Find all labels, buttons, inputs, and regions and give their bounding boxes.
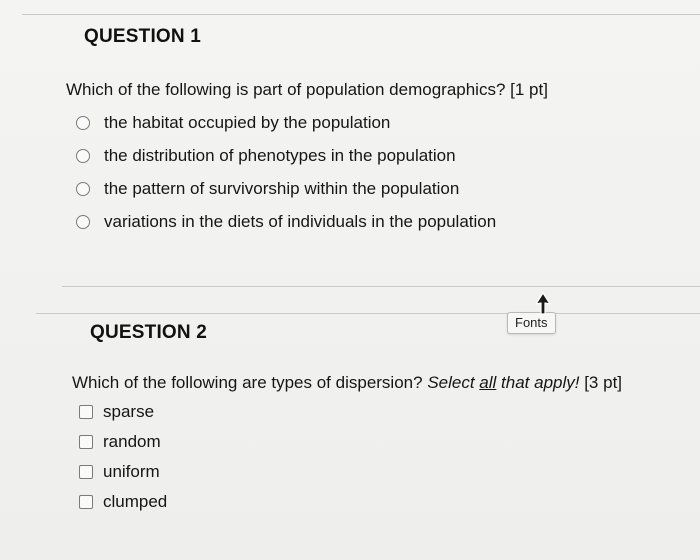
question-2-top-divider: [36, 313, 700, 314]
question-2-prompt-italic-2: that apply!: [496, 373, 580, 392]
question-2-prompt-underlined: all: [479, 373, 497, 392]
q1-option-4[interactable]: [76, 212, 496, 232]
q1-option-3-label[interactable]: the pattern of survivorship within the population: [104, 179, 460, 198]
question-1-prompt: Which of the following is part of population demographics? [1 pt]: [66, 80, 548, 99]
q2-option-3[interactable]: [79, 462, 160, 482]
q1-option-4-radio[interactable]: [76, 215, 90, 229]
question-2-title: QUESTION 2: [90, 322, 208, 343]
question-1-bottom-divider: [62, 286, 700, 287]
q2-option-4-label[interactable]: clumped: [103, 492, 168, 511]
fonts-tooltip: Fonts: [507, 312, 556, 334]
question-2-prompt-end: [3 pt]: [579, 373, 623, 392]
question-2-prompt-emphasis: [427, 373, 579, 392]
q2-option-1[interactable]: [79, 402, 154, 422]
q1-option-3-radio[interactable]: [76, 182, 90, 196]
q1-option-2-label[interactable]: the distribution of phenotypes in the population: [104, 146, 456, 165]
q1-option-1-label[interactable]: the habitat occupied by the population: [104, 113, 391, 132]
q2-option-2-label[interactable]: random: [103, 432, 161, 451]
q2-option-1-checkbox[interactable]: [79, 405, 93, 419]
q1-option-2-radio[interactable]: [76, 149, 90, 163]
q2-option-1-label[interactable]: sparse: [103, 402, 155, 421]
top-divider: [22, 14, 700, 15]
mouse-cursor-icon: [534, 292, 552, 316]
q2-option-3-checkbox[interactable]: [79, 465, 93, 479]
q2-option-3-label[interactable]: uniform: [103, 462, 160, 481]
question-2-prompt: [72, 373, 622, 393]
q2-option-4-checkbox[interactable]: [79, 495, 93, 509]
question-1-title: QUESTION 1: [84, 26, 202, 47]
question-2-prompt-start: Which of the following are types of dispersion?: [72, 373, 428, 392]
q2-option-4[interactable]: [79, 492, 167, 512]
q1-option-4-label[interactable]: variations in the diets of individuals in the population: [104, 212, 497, 231]
q1-option-3[interactable]: [76, 179, 459, 199]
q1-option-1-radio[interactable]: [76, 116, 90, 130]
q2-option-2-checkbox[interactable]: [79, 435, 93, 449]
q2-option-2[interactable]: [79, 432, 161, 452]
question-2-prompt-italic-1: Select: [427, 373, 480, 392]
q1-option-2[interactable]: [76, 146, 456, 166]
q1-option-1[interactable]: [76, 113, 390, 133]
